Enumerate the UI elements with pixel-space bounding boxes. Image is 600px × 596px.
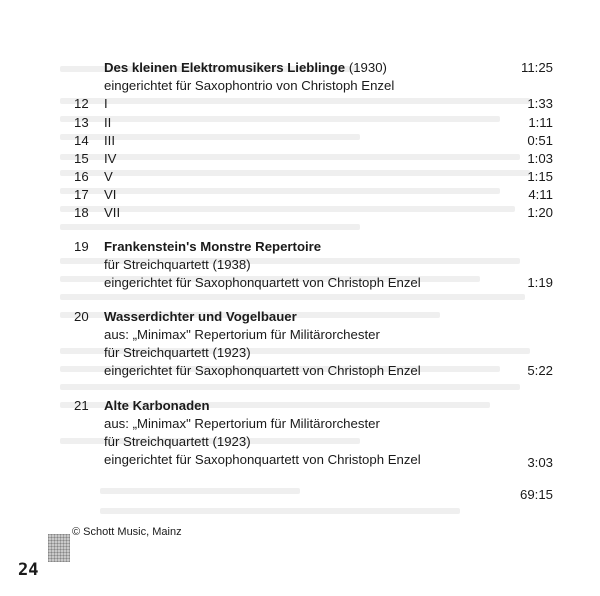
movement-label: V: [104, 169, 113, 184]
work4-duration: 3:03: [527, 455, 553, 470]
work3-duration: 5:22: [527, 363, 553, 378]
track-number: 14: [74, 133, 89, 148]
movement-label: IV: [104, 151, 117, 166]
work2-duration: 1:19: [527, 275, 553, 290]
copyright-notice: © Schott Music, Mainz: [72, 526, 182, 538]
page-number: 24: [18, 560, 39, 580]
work1-duration: 11:25: [520, 60, 553, 75]
movement-duration: 0:51: [527, 133, 553, 148]
work4-title: Alte Karbonaden: [104, 398, 210, 413]
movement-label: VI: [104, 187, 117, 202]
work4-line2: für Streichquartett (1923): [104, 434, 251, 449]
movement-duration: 1:03: [527, 151, 553, 166]
work3-track-number: 20: [74, 309, 89, 324]
work2-line2: eingerichtet für Saxophonquartett von Christoph Enzel: [104, 275, 421, 290]
work4-track-number: 21: [74, 398, 89, 413]
print-registration-swatch: [48, 534, 70, 562]
movement-duration: 1:20: [527, 205, 553, 220]
track-number: 12: [74, 96, 89, 111]
work3-line3: eingerichtet für Saxophonquartett von Christoph Enzel: [104, 363, 421, 378]
total-duration: 69:15: [519, 487, 553, 502]
work3-line1: aus: „Minimax" Repertorium für Militärorchester: [104, 327, 380, 342]
work1-title: [104, 60, 387, 76]
track-number: 13: [74, 115, 89, 130]
work3-title: Wasserdichter und Vogelbauer: [104, 309, 297, 324]
work2-title: Frankenstein's Monstre Repertoire: [104, 239, 322, 254]
movement-label: VII: [104, 205, 121, 220]
work3-line2: für Streichquartett (1923): [104, 345, 251, 360]
work1-title-text: Des kleinen Elektromusikers Lieblinge: [104, 60, 346, 75]
movement-duration: 1:33: [527, 96, 553, 111]
movement-label: II: [104, 115, 112, 130]
work1-subtitle: eingerichtet für Saxophontrio von Christoph Enzel: [104, 78, 395, 93]
work4-line3: eingerichtet für Saxophonquartett von Christoph Enzel: [104, 452, 421, 467]
track-number: 15: [74, 151, 89, 166]
work1-year: (1930): [348, 60, 387, 75]
movement-label: III: [104, 133, 115, 148]
movement-label: I: [104, 96, 108, 111]
track-number: 18: [74, 205, 89, 220]
movement-duration: 1:15: [527, 169, 553, 184]
work2-track-number: 19: [74, 239, 89, 254]
track-number: 16: [74, 169, 89, 184]
movement-duration: 4:11: [528, 187, 553, 202]
track-number: 17: [74, 187, 89, 202]
work2-line1: für Streichquartett (1938): [104, 257, 251, 272]
work4-line1: aus: „Minimax" Repertorium für Militärorchester: [104, 416, 380, 431]
movement-duration: 1:11: [528, 115, 553, 130]
